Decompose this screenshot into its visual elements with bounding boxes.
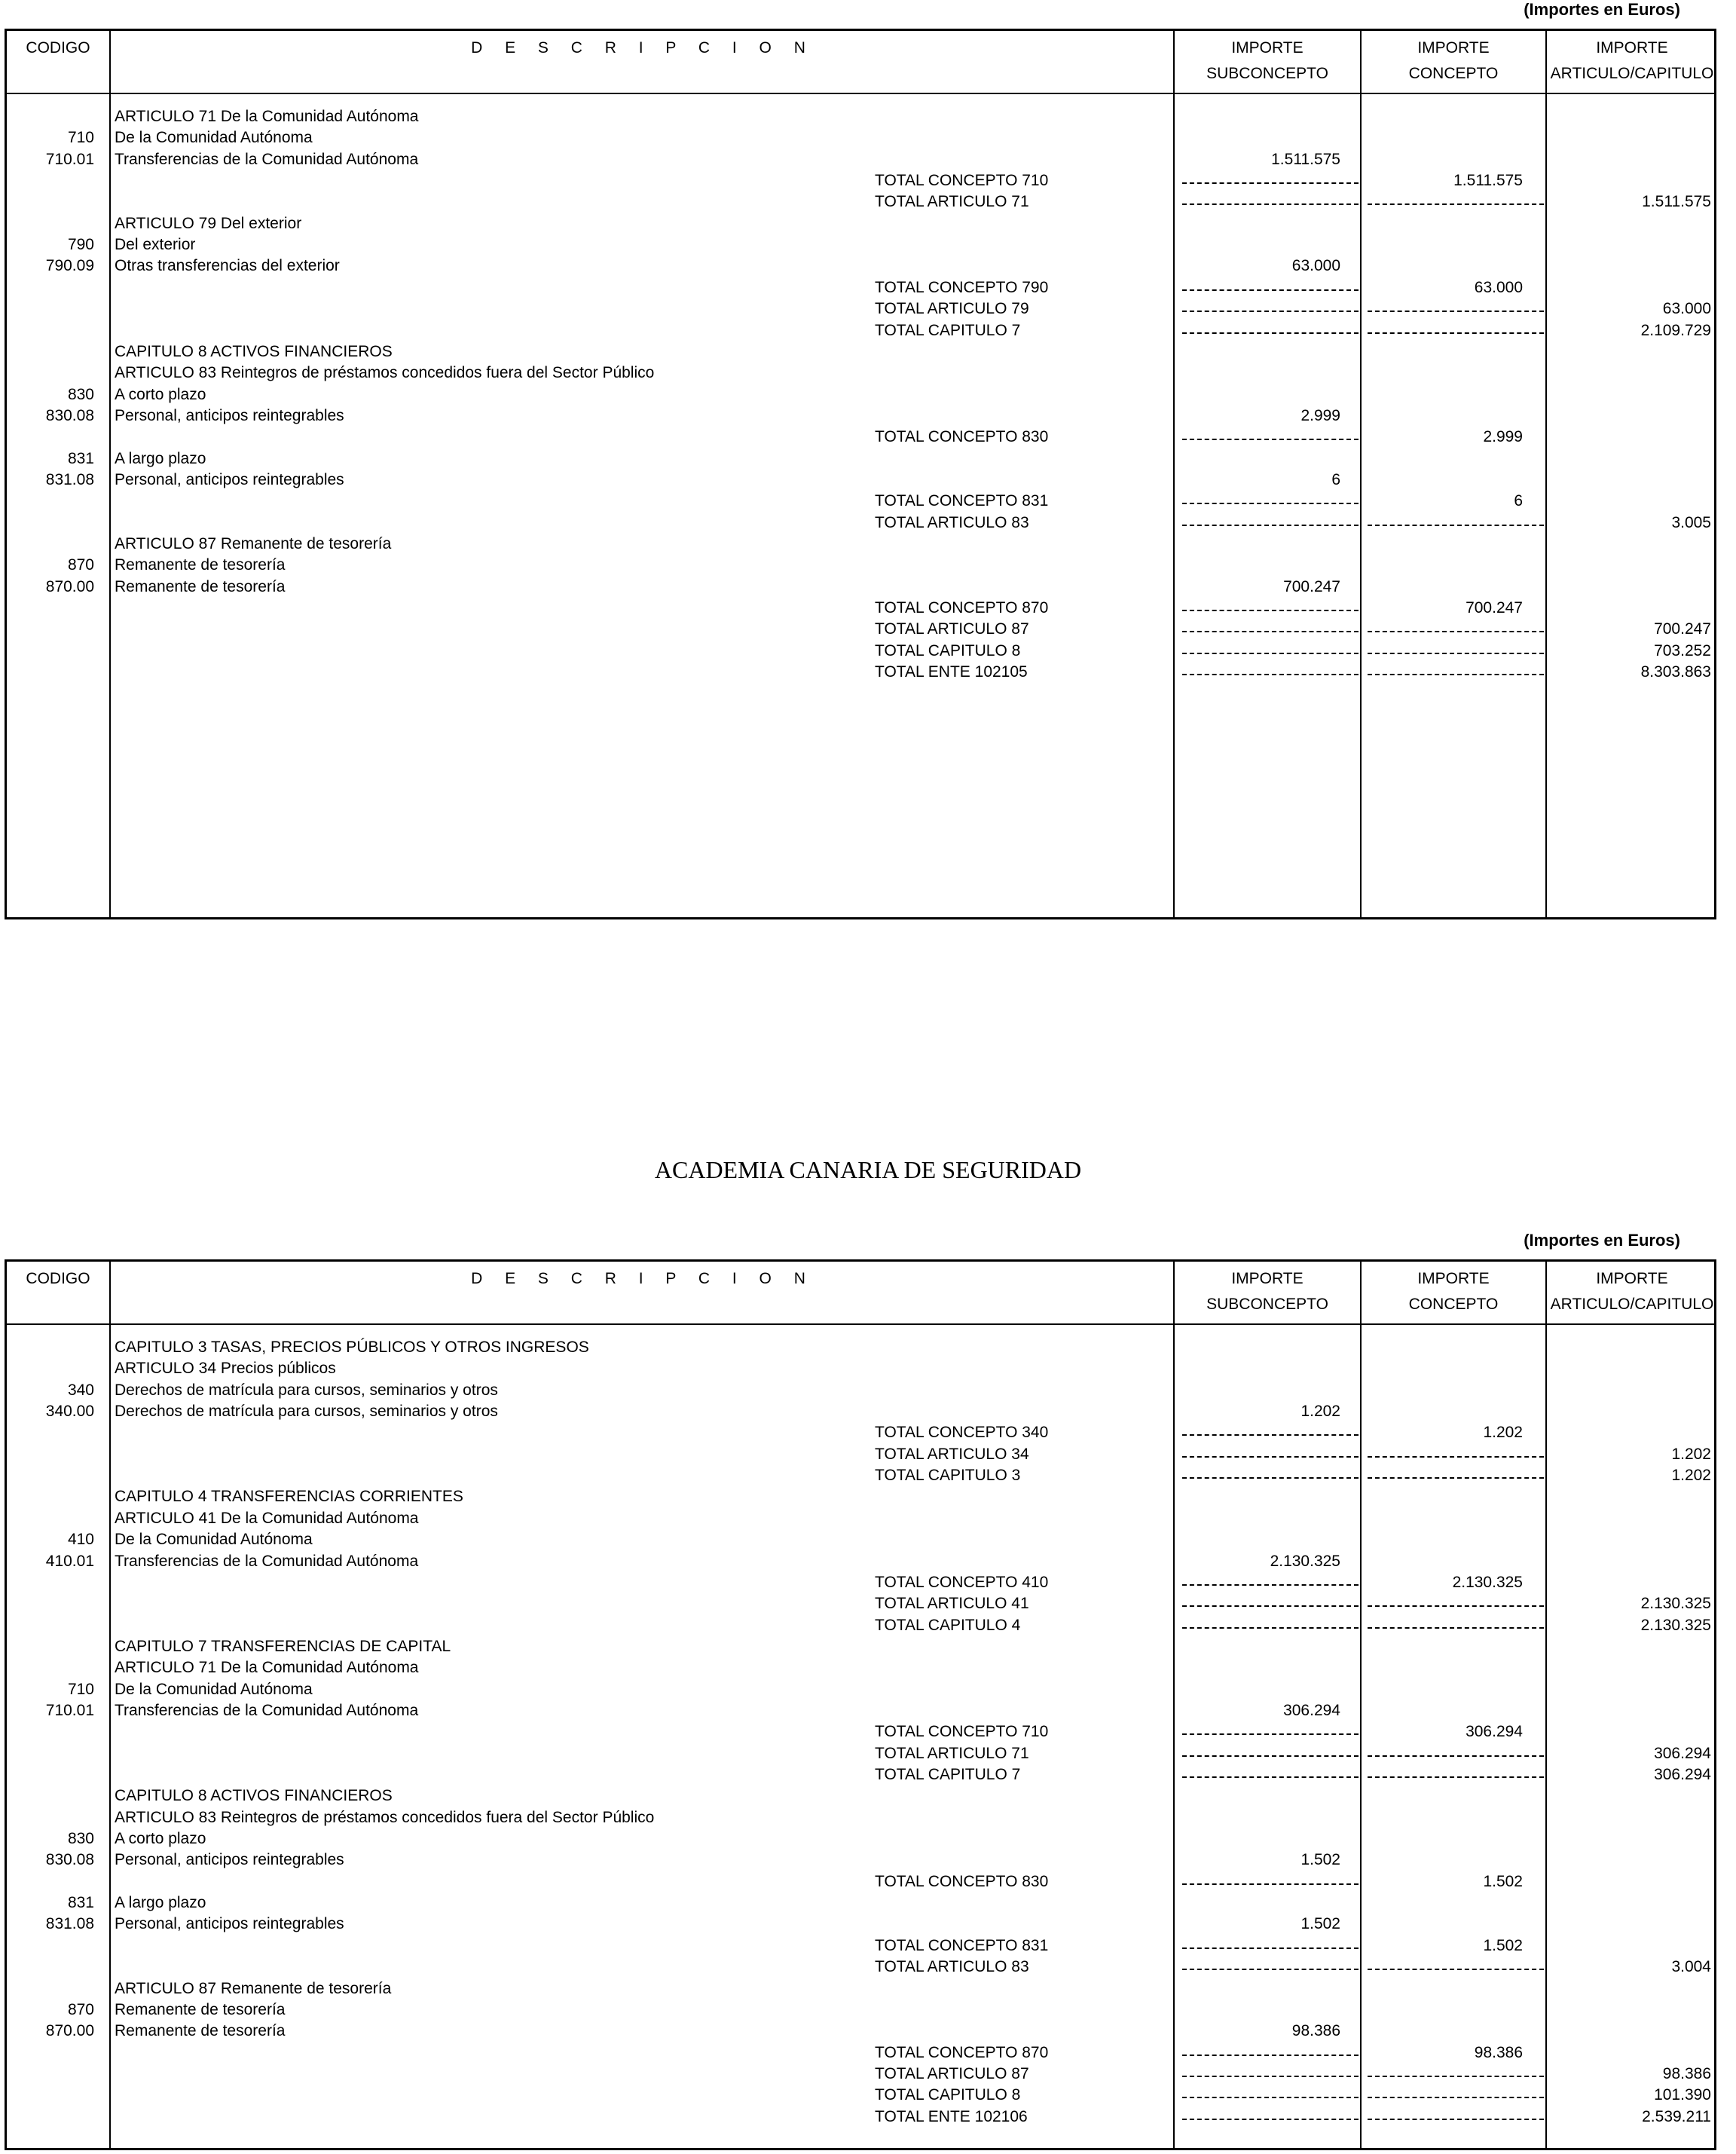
row-description: CAPITULO 4 TRANSFERENCIAS CORRIENTES: [115, 1488, 463, 1506]
dashed-rule: [1368, 1605, 1544, 1607]
units-note: (Importes en Euros): [1524, 0, 1680, 19]
table-row: [7, 662, 1714, 683]
table-row: [7, 170, 1714, 191]
row-total-label: TOTAL CONCEPTO 831: [875, 1936, 1049, 1954]
table-row: [7, 1764, 1714, 1785]
table-row: [7, 1828, 1714, 1850]
dashed-rule: [1368, 1456, 1544, 1458]
row-code: 870: [67, 556, 94, 574]
row-total-label: TOTAL CONCEPTO 710: [875, 172, 1049, 190]
row-description: CAPITULO 7 TRANSFERENCIAS DE CAPITAL: [115, 1637, 451, 1655]
table-row: [7, 1572, 1714, 1593]
row-code: 340: [67, 1381, 94, 1399]
table-row: [7, 1615, 1714, 1636]
table-row: [7, 1508, 1714, 1529]
budget-table-1: [5, 29, 1716, 919]
row-description: De la Comunidad Autónoma: [115, 129, 313, 147]
row-total-label: TOTAL CONCEPTO 410: [875, 1573, 1049, 1591]
table-row: [7, 1657, 1714, 1678]
row-description: Remanente de tesorería: [115, 556, 286, 574]
row-description: Del exterior: [115, 236, 196, 254]
row-importe-articulo-capitulo: 2.130.325: [1640, 1595, 1711, 1613]
dashed-rule: [1182, 1456, 1359, 1458]
row-total-label: TOTAL CAPITULO 8: [875, 2086, 1021, 2104]
row-importe-articulo-capitulo: 1.511.575: [1642, 193, 1711, 211]
row-total-label: TOTAL ARTICULO 83: [875, 1958, 1029, 1976]
table-row: [7, 1914, 1714, 1935]
dashed-rule: [1368, 311, 1544, 312]
dashed-rule: [1182, 332, 1359, 334]
row-importe-subconcepto: 2.999: [1300, 406, 1340, 424]
dashed-rule: [1182, 1776, 1359, 1778]
row-importe-concepto: 98.386: [1474, 2043, 1523, 2061]
row-total-label: TOTAL ENTE 102106: [875, 2107, 1028, 2125]
dashed-rule: [1368, 203, 1544, 205]
row-total-label: TOTAL CONCEPTO 710: [875, 1723, 1049, 1741]
row-total-label: TOTAL CAPITULO 8: [875, 641, 1021, 659]
row-code: 410.01: [45, 1552, 94, 1570]
row-importe-articulo-capitulo: 2.109.729: [1640, 321, 1711, 339]
row-description: Personal, anticipos reintegrables: [115, 406, 344, 424]
row-description: Otras transferencias del exterior: [115, 257, 340, 275]
table-row: [7, 491, 1714, 512]
table-row: [7, 1465, 1714, 1486]
row-description: Derechos de matrícula para cursos, seminarios y otros: [115, 1403, 498, 1421]
row-description: De la Comunidad Autónoma: [115, 1680, 313, 1698]
row-importe-concepto: 1.202: [1483, 1424, 1523, 1442]
row-code: 831: [67, 449, 94, 467]
row-total-label: TOTAL ARTICULO 83: [875, 513, 1029, 531]
header-subconcepto: IMPORTE SUBCONCEPTO: [1206, 1270, 1328, 1313]
dashed-rule: [1368, 1477, 1544, 1479]
row-description: ARTICULO 79 Del exterior: [115, 214, 302, 232]
row-description: Transferencias de la Comunidad Autónoma: [115, 1701, 419, 1719]
dashed-rule: [1182, 674, 1359, 675]
row-importe-articulo-capitulo: 3.005: [1671, 513, 1711, 531]
table-row: [7, 405, 1714, 427]
row-description: ARTICULO 71 De la Comunidad Autónoma: [115, 108, 419, 125]
row-importe-concepto: 306.294: [1466, 1723, 1523, 1741]
row-importe-subconcepto: 1.511.575: [1271, 150, 1340, 168]
table-row: [7, 619, 1714, 640]
row-description: De la Comunidad Autónoma: [115, 1531, 313, 1549]
row-description: Derechos de matrícula para cursos, seminarios y otros: [115, 1381, 498, 1399]
table-row: [7, 1850, 1714, 1871]
dashed-rule: [1182, 631, 1359, 632]
row-total-label: TOTAL CAPITULO 7: [875, 321, 1021, 339]
row-description: CAPITULO 8 ACTIVOS FINANCIEROS: [115, 342, 393, 360]
dashed-rule: [1368, 674, 1544, 675]
table-row: [7, 1380, 1714, 1401]
row-description: CAPITULO 8 ACTIVOS FINANCIEROS: [115, 1787, 393, 1805]
row-total-label: TOTAL ARTICULO 79: [875, 300, 1029, 318]
units-note: (Importes en Euros): [1524, 1231, 1680, 1250]
row-description: Remanente de tesorería: [115, 577, 286, 595]
table-row: [7, 191, 1714, 213]
dashed-rule: [1182, 2055, 1359, 2056]
table-row: [7, 1636, 1714, 1657]
dashed-rule: [1182, 1434, 1359, 1436]
dashed-rule: [1182, 439, 1359, 440]
dashed-rule: [1182, 2119, 1359, 2120]
row-description: ARTICULO 87 Remanente de tesorería: [115, 535, 392, 552]
table-row: [7, 1807, 1714, 1828]
table-row: [7, 577, 1714, 598]
row-importe-subconcepto: 2.130.325: [1270, 1552, 1340, 1570]
row-total-label: TOTAL CONCEPTO 790: [875, 278, 1049, 296]
row-code: 831.08: [45, 1915, 94, 1933]
row-code: 830: [67, 385, 94, 403]
row-importe-subconcepto: 1.502: [1300, 1915, 1340, 1933]
row-description: ARTICULO 41 De la Comunidad Autónoma: [115, 1509, 419, 1527]
row-code: 870.00: [45, 577, 94, 595]
table-row: [7, 2042, 1714, 2064]
dashed-rule: [1182, 1605, 1359, 1607]
table-row: [7, 106, 1714, 127]
row-total-label: TOTAL ARTICULO 71: [875, 193, 1029, 211]
table-row: [7, 2064, 1714, 2085]
dashed-rule: [1182, 1883, 1359, 1885]
dashed-rule: [1368, 2076, 1544, 2077]
row-code: 830.08: [45, 1851, 94, 1869]
header-articulo-capitulo: IMPORTE ARTICULO/CAPITULO: [1550, 1270, 1714, 1313]
table-row: [7, 470, 1714, 491]
table-row: [7, 512, 1714, 534]
row-description: ARTICULO 71 De la Comunidad Autónoma: [115, 1659, 419, 1677]
dashed-rule: [1368, 653, 1544, 654]
row-total-label: TOTAL CAPITULO 3: [875, 1467, 1021, 1485]
dashed-rule: [1182, 289, 1359, 291]
table-row: [7, 1871, 1714, 1892]
row-importe-concepto: 2.130.325: [1452, 1573, 1523, 1591]
row-description: CAPITULO 3 TASAS, PRECIOS PÚBLICOS Y OTROS INGRESOS: [115, 1339, 589, 1356]
row-description: Transferencias de la Comunidad Autónoma: [115, 150, 419, 168]
dashed-rule: [1368, 1776, 1544, 1778]
header-divider: [7, 93, 1714, 94]
row-total-label: TOTAL ARTICULO 41: [875, 1595, 1029, 1613]
row-importe-articulo-capitulo: 3.004: [1671, 1958, 1711, 1976]
table-row: [7, 1700, 1714, 1721]
budget-table-2: [5, 1259, 1716, 2150]
table-row: [7, 149, 1714, 170]
table-row: [7, 1892, 1714, 1914]
row-total-label: TOTAL ARTICULO 87: [875, 2064, 1029, 2082]
table-row: [7, 1337, 1714, 1358]
row-importe-articulo-capitulo: 8.303.863: [1640, 663, 1711, 681]
row-importe-articulo-capitulo: 1.202: [1671, 1467, 1711, 1485]
dashed-rule: [1182, 311, 1359, 312]
row-code: 710: [67, 129, 94, 147]
dashed-rule: [1368, 332, 1544, 334]
row-code: 410: [67, 1531, 94, 1549]
row-description: Transferencias de la Comunidad Autónoma: [115, 1552, 419, 1570]
row-importe-articulo-capitulo: 700.247: [1654, 620, 1711, 638]
row-description: Personal, anticipos reintegrables: [115, 1851, 344, 1869]
row-code: 870: [67, 2000, 94, 2018]
row-importe-concepto: 700.247: [1466, 599, 1523, 617]
table-row: [7, 1486, 1714, 1507]
header-subconcepto: IMPORTE SUBCONCEPTO: [1206, 39, 1328, 82]
table-row: [7, 641, 1714, 662]
row-importe-articulo-capitulo: 306.294: [1654, 1744, 1711, 1762]
dashed-rule: [1182, 1627, 1359, 1629]
table-row: [7, 363, 1714, 384]
dashed-rule: [1182, 1969, 1359, 1970]
row-code: 710.01: [45, 1701, 94, 1719]
row-description: Remanente de tesorería: [115, 2022, 286, 2040]
dashed-rule: [1182, 525, 1359, 526]
row-code: 710: [67, 1680, 94, 1698]
row-description: Personal, anticipos reintegrables: [115, 1915, 344, 1933]
table-row: [7, 320, 1714, 341]
table-row: [7, 341, 1714, 363]
table-row: [7, 427, 1714, 448]
dashed-rule: [1182, 610, 1359, 611]
dashed-rule: [1368, 1755, 1544, 1757]
row-description: A largo plazo: [115, 449, 206, 467]
row-total-label: TOTAL CONCEPTO 340: [875, 1424, 1049, 1442]
dashed-rule: [1182, 2076, 1359, 2077]
table-row: [7, 1935, 1714, 1957]
row-importe-articulo-capitulo: 98.386: [1662, 2064, 1711, 2082]
row-importe-subconcepto: 700.247: [1283, 577, 1340, 595]
row-total-label: TOTAL CAPITULO 7: [875, 1766, 1021, 1783]
table-row: [7, 534, 1714, 555]
row-importe-subconcepto: 306.294: [1283, 1701, 1340, 1719]
row-total-label: TOTAL CONCEPTO 830: [875, 428, 1049, 446]
header-articulo-capitulo: IMPORTE ARTICULO/CAPITULO: [1550, 39, 1714, 82]
row-importe-concepto: 1.502: [1483, 1872, 1523, 1890]
table-row: [7, 277, 1714, 298]
row-description: ARTICULO 83 Reintegros de préstamos concedidos fuera del Sector Público: [115, 1808, 655, 1826]
row-importe-articulo-capitulo: 101.390: [1654, 2086, 1711, 2104]
table-row: [7, 2021, 1714, 2042]
table-row: [7, 213, 1714, 234]
row-code: 790.09: [45, 257, 94, 275]
row-total-label: TOTAL ENTE 102105: [875, 663, 1028, 681]
table-row: [7, 598, 1714, 619]
row-code: 790: [67, 236, 94, 254]
row-total-label: TOTAL ARTICULO 71: [875, 1744, 1029, 1762]
row-importe-articulo-capitulo: 306.294: [1654, 1766, 1711, 1783]
row-description: ARTICULO 34 Precios públicos: [115, 1360, 336, 1378]
row-description: ARTICULO 83 Reintegros de préstamos concedidos fuera del Sector Público: [115, 364, 655, 382]
row-total-label: TOTAL ARTICULO 34: [875, 1445, 1029, 1463]
table-row: [7, 1957, 1714, 1978]
table-row: [7, 384, 1714, 405]
row-importe-articulo-capitulo: 703.252: [1654, 641, 1711, 659]
row-importe-concepto: 63.000: [1474, 278, 1523, 296]
row-importe-concepto: 1.511.575: [1453, 172, 1523, 190]
dashed-rule: [1368, 1969, 1544, 1970]
header-descripcion: D E S C R I P C I O N: [471, 39, 815, 57]
table-row: [7, 1529, 1714, 1550]
table-row: [7, 555, 1714, 576]
dashed-rule: [1182, 1947, 1359, 1949]
dashed-rule: [1182, 1733, 1359, 1735]
dashed-rule: [1182, 182, 1359, 184]
row-importe-subconcepto: 1.202: [1300, 1403, 1340, 1421]
row-total-label: TOTAL CAPITULO 4: [875, 1616, 1021, 1634]
table-row: [7, 1978, 1714, 1999]
dashed-rule: [1368, 525, 1544, 526]
row-importe-concepto: 6: [1514, 492, 1523, 510]
dashed-rule: [1368, 1627, 1544, 1629]
row-total-label: TOTAL CONCEPTO 870: [875, 599, 1049, 617]
row-importe-concepto: 1.502: [1483, 1936, 1523, 1954]
header-divider: [7, 1323, 1714, 1325]
table-row: [7, 2085, 1714, 2106]
table-row: [7, 1999, 1714, 2021]
dashed-rule: [1182, 203, 1359, 205]
row-description: A corto plazo: [115, 385, 206, 403]
dashed-rule: [1182, 1584, 1359, 1586]
row-code: 830: [67, 1830, 94, 1848]
row-importe-subconcepto: 6: [1331, 470, 1340, 488]
row-importe-subconcepto: 98.386: [1291, 2022, 1340, 2040]
row-description: Personal, anticipos reintegrables: [115, 470, 344, 488]
row-description: A corto plazo: [115, 1830, 206, 1848]
table-row: [7, 1358, 1714, 1379]
header-descripcion: D E S C R I P C I O N: [471, 1270, 815, 1287]
row-code: 830.08: [45, 406, 94, 424]
table-row: [7, 127, 1714, 148]
dashed-rule: [1368, 2119, 1544, 2120]
table-row: [7, 1422, 1714, 1443]
table-row: [7, 1444, 1714, 1465]
table-row: [7, 1679, 1714, 1700]
row-importe-subconcepto: 63.000: [1291, 257, 1340, 275]
row-importe-articulo-capitulo: 2.130.325: [1640, 1616, 1711, 1634]
table-row: [7, 1721, 1714, 1742]
dashed-rule: [1368, 631, 1544, 632]
table-row: [7, 1593, 1714, 1614]
table-row: [7, 1743, 1714, 1764]
row-importe-concepto: 2.999: [1483, 428, 1523, 446]
table-row: [7, 1551, 1714, 1572]
table-row: [7, 234, 1714, 255]
dashed-rule: [1182, 503, 1359, 504]
header-codigo: CODIGO: [26, 1270, 90, 1287]
header-codigo: CODIGO: [26, 39, 90, 57]
row-importe-subconcepto: 1.502: [1300, 1851, 1340, 1869]
row-importe-articulo-capitulo: 2.539.211: [1642, 2107, 1711, 2125]
row-code: 710.01: [45, 150, 94, 168]
table-row: [7, 448, 1714, 470]
table-row: [7, 1785, 1714, 1807]
row-description: A largo plazo: [115, 1894, 206, 1912]
row-total-label: TOTAL CONCEPTO 831: [875, 492, 1049, 510]
header-concepto: IMPORTE CONCEPTO: [1408, 39, 1499, 82]
dashed-rule: [1182, 1755, 1359, 1757]
header-concepto: IMPORTE CONCEPTO: [1408, 1270, 1499, 1313]
row-total-label: TOTAL CONCEPTO 870: [875, 2043, 1049, 2061]
row-code: 870.00: [45, 2022, 94, 2040]
dashed-rule: [1182, 1477, 1359, 1479]
table-row: [7, 2107, 1714, 2128]
dashed-rule: [1182, 653, 1359, 654]
table-row: [7, 255, 1714, 277]
row-importe-articulo-capitulo: 63.000: [1662, 300, 1711, 318]
dashed-rule: [1368, 2097, 1544, 2098]
row-code: 831: [67, 1894, 94, 1912]
row-total-label: TOTAL ARTICULO 87: [875, 620, 1029, 638]
table-row: [7, 298, 1714, 320]
row-importe-articulo-capitulo: 1.202: [1671, 1445, 1711, 1463]
row-description: ARTICULO 87 Remanente de tesorería: [115, 1979, 392, 1997]
page-title: ACADEMIA CANARIA DE SEGURIDAD: [654, 1156, 1082, 1183]
row-total-label: TOTAL CONCEPTO 830: [875, 1872, 1049, 1890]
row-description: Remanente de tesorería: [115, 2000, 286, 2018]
row-code: 340.00: [45, 1403, 94, 1421]
table-row: [7, 1401, 1714, 1422]
dashed-rule: [1182, 2097, 1359, 2098]
row-code: 831.08: [45, 470, 94, 488]
